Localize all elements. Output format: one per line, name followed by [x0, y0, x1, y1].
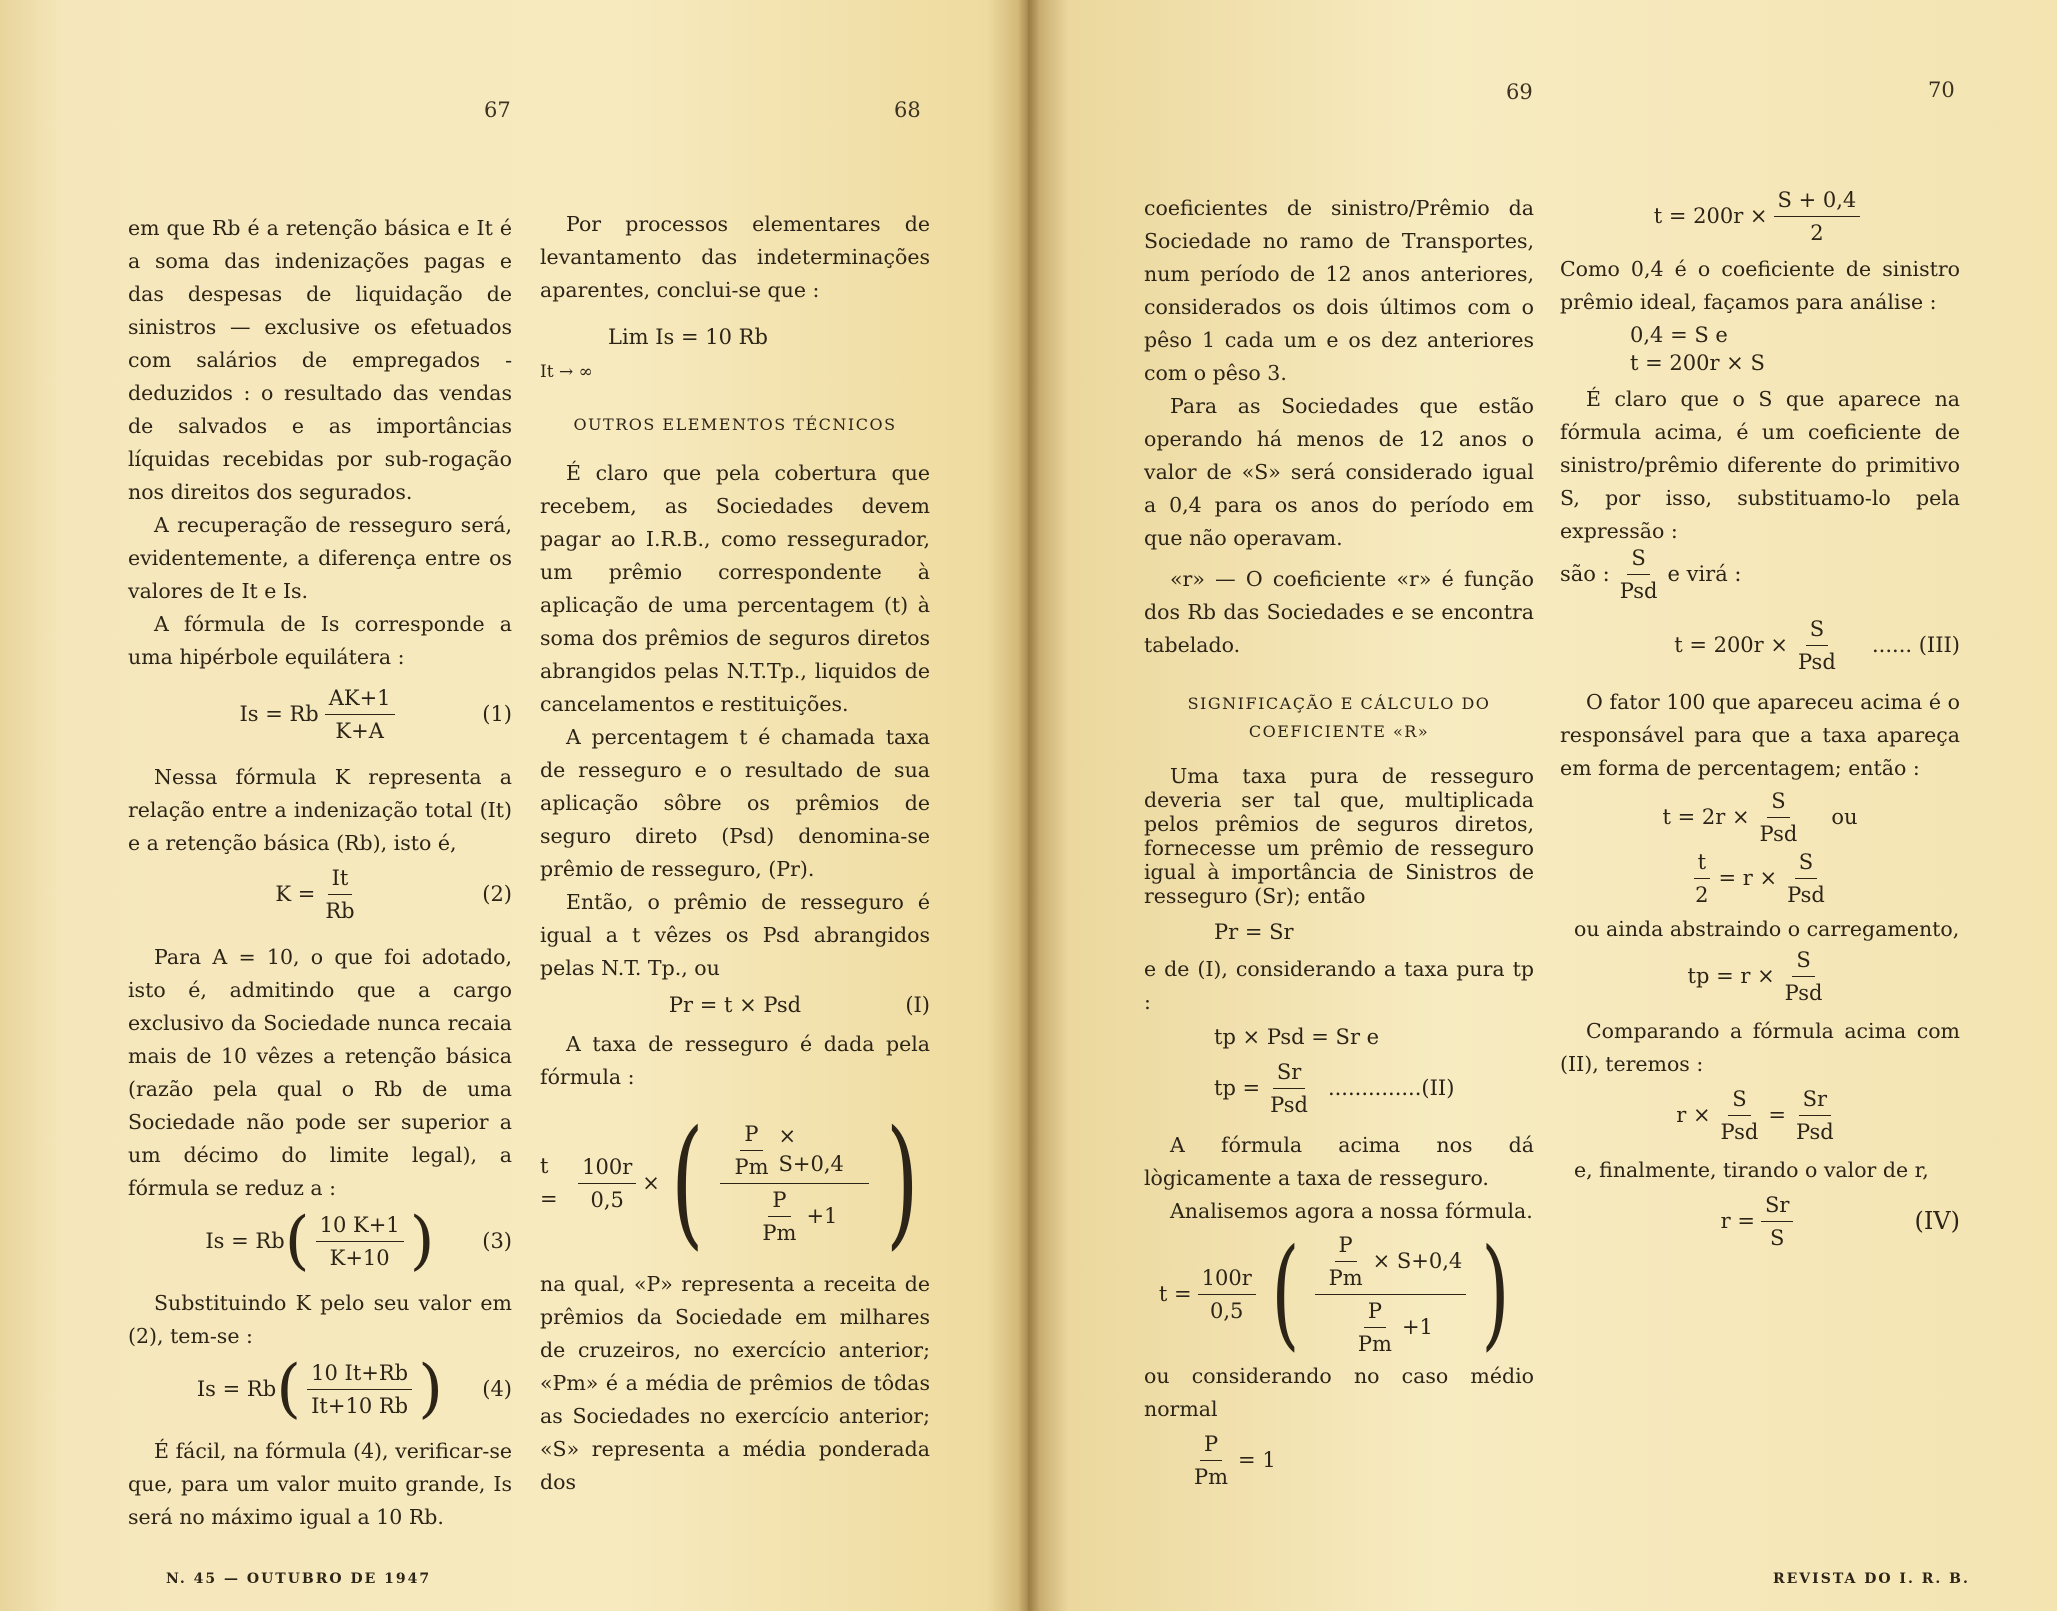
footer-issue: N. 45 — OUTUBRO DE 1947 — [166, 1571, 432, 1587]
fraction — [1717, 1085, 1763, 1146]
right-paren: ) — [1481, 1224, 1510, 1363]
heading-line: COEFICIENTE «R» — [1248, 722, 1430, 741]
fraction — [1198, 1264, 1256, 1325]
formula-r-compare — [1560, 1085, 1960, 1146]
numerator: 10 K+1 — [316, 1211, 404, 1242]
fraction — [1781, 946, 1827, 1007]
formula-expression — [1560, 544, 1960, 605]
fraction — [1794, 615, 1840, 676]
fraction — [1190, 1430, 1232, 1491]
paragraph: e de (I), considerando a taxa pura tp : — [1144, 957, 1534, 1014]
denominator: Rb — [325, 899, 355, 923]
fraction — [1761, 1191, 1793, 1252]
paragraph: Por processos elementares de levantamento das indeterminações aparentes, conclui-se que : — [540, 212, 930, 302]
equation-number: (2) — [482, 882, 512, 906]
paragraph: em que Rb é a retenção básica e It é a soma das indenizações pagas e das despesas de liquidação de sinistros — exclusive os efetuados com salários de empregados - deduzidos : o resultado das vendas de salvados e as importâncias líquidas recebidas por sub-rogação nos direitos dos segurados. — [128, 216, 512, 504]
numerator: AK+1 — [325, 684, 395, 715]
numerator — [1315, 1231, 1467, 1295]
formula-lhs: t = 2r × — [1662, 805, 1750, 829]
right-paren: ) — [886, 1101, 920, 1264]
numerator: P — [1200, 1430, 1222, 1461]
denominator: Pm — [1357, 1331, 1392, 1356]
equation-number: ..............(II) — [1327, 1076, 1455, 1100]
fraction — [1325, 1231, 1367, 1292]
fraction — [1691, 848, 1712, 909]
denominator: Pm — [1328, 1265, 1363, 1290]
right-paren: ) — [409, 1204, 435, 1278]
compound-fraction — [1315, 1231, 1467, 1358]
formula-t2a: 0,4 = S e — [1630, 323, 1728, 347]
numerator: P — [740, 1120, 762, 1151]
numerator: t — [1694, 848, 1710, 879]
denominator: 2 — [1695, 883, 1709, 907]
denominator: Pm — [762, 1220, 797, 1245]
fraction — [316, 1211, 404, 1272]
formula-rate — [1144, 1224, 1534, 1363]
fraction — [730, 1120, 772, 1181]
numerator: Sr — [1761, 1191, 1793, 1222]
paragraph: Comparando a fórmula acima com (II), teremos : — [1560, 1019, 1960, 1076]
denominator-tail: +1 — [806, 1204, 838, 1228]
numerator-tail: × S+0,4 — [778, 1124, 844, 1176]
numerator-tail: × S+0,4 — [1372, 1249, 1463, 1273]
fraction — [578, 1153, 636, 1214]
fraction — [1792, 1085, 1838, 1146]
formula-lhs: t = 200r × — [1674, 633, 1788, 657]
fraction — [1774, 186, 1861, 247]
numerator: P — [768, 1186, 790, 1217]
formula-lhs: são : — [1560, 562, 1610, 586]
denominator: 0,5 — [1209, 1298, 1244, 1323]
formula-rhs: e virá : — [1667, 562, 1742, 586]
fraction — [321, 864, 358, 925]
paragraph: Então, o prêmio de resseguro é igual a t vêzes os Psd abrangidos pelas N.T. Tp., ou — [540, 890, 930, 980]
formula-normal — [1184, 1430, 1534, 1491]
paragraph: A taxa de resseguro é dada pela fórmula : — [540, 1032, 930, 1089]
numerator: 100r — [578, 1153, 636, 1184]
fraction — [758, 1186, 800, 1247]
denominator: Psd — [1787, 883, 1825, 907]
paragraph: Uma taxa pura de resseguro deveria ser tal que, multiplicada pelos prêmios de seguros diretos, fornecesse um prêmio de resseguro igual à importância de Sinistros de resseguro (Sr); então — [1144, 764, 1534, 908]
formula-lhs: r × — [1676, 1103, 1711, 1127]
numerator — [720, 1120, 869, 1184]
numerator: Sr — [1799, 1085, 1831, 1116]
paragraph: Para A = 10, o que foi adotado, isto é, admitindo que a cargo exclusivo da Sociedade nunca recaia mais de 10 vêzes a retenção básica (razão pela qual o Rb de uma Sociedade não pode ser superior a um décimo do limite legal), a fórmula se reduz a : — [128, 945, 512, 1200]
numerator: S + 0,4 — [1774, 186, 1861, 217]
paragraph: ou considerando no caso médio normal — [1144, 1364, 1534, 1421]
paragraph: Nessa fórmula K representa a relação entre a indenização total (It) e a retenção básica (Rb), isto é, — [128, 765, 512, 855]
page-number-70: 70 — [1928, 78, 1955, 102]
column-page-70 — [1560, 186, 1960, 1252]
paragraph: Para as Sociedades que estão operando há menos de 12 anos o valor de «S» será considerado igual a 0,4 para os anos do período em que não operavam. — [1144, 394, 1534, 550]
formula-lhs: r = — [1720, 1209, 1755, 1233]
formula-lhs: t = — [540, 1154, 558, 1211]
left-paren: ( — [276, 1352, 302, 1426]
paragraph: É fácil, na fórmula (4), verificar-se que, para um valor muito grande, Is será no máximo igual a 10 Rb. — [128, 1439, 512, 1529]
denominator — [1344, 1295, 1437, 1358]
page-number-68: 68 — [894, 98, 921, 122]
denominator-tail: +1 — [1401, 1315, 1433, 1339]
paragraph: coeficientes de sinistro/Prêmio da Sociedade no ramo de Transportes, num período de 12 anos anteriores, considerados os dois últimos com o pêso 1 cada um e os dez anteriores com o pêso 3. — [1144, 196, 1534, 385]
limit-subscript: It → ∞ — [540, 362, 593, 382]
paragraph: É claro que o S que aparece na fórmula acima, é um coeficiente de sinistro/prêmio diferente do primitivo S, por isso, substituamo-lo pela expressão : — [1560, 387, 1960, 543]
numerator: S — [1806, 615, 1828, 646]
page-number-69: 69 — [1506, 80, 1533, 104]
denominator: It+10 Rb — [311, 1393, 409, 1418]
heading-line: SIGNIFICAÇÃO E CÁLCULO DO — [1187, 694, 1491, 713]
paragraph: É claro que pela cobertura que recebem, as Sociedades devem pagar ao I.R.B., como ressegurador, um prêmio correspondente à aplicação de uma percentagem (t) à soma dos prêmios de seguros diretos abrangidos pelas N.T.Tp., liquidos de cancelamentos e restituições. — [540, 461, 930, 716]
formula-lhs: K = — [275, 882, 316, 906]
fraction — [1354, 1297, 1396, 1358]
column-page-68 — [540, 208, 930, 1499]
numerator: S — [1728, 1085, 1750, 1116]
formula-lhs: t = — [1158, 1281, 1192, 1306]
left-paren: ( — [284, 1204, 310, 1278]
formula-t-half — [1560, 848, 1960, 909]
paragraph: A percentagem t é chamada taxa de resseguro e o resultado de sua aplicação sôbre os prêmios de seguro direto (Psd) denomina-se prêmio de resseguro, (Pr). — [540, 725, 930, 881]
paragraph: O fator 100 que apareceu acima é o responsável para que a taxa apareça em forma de percentagem; então : — [1560, 690, 1960, 780]
paragraph: Como 0,4 é o coeficiente de sinistro prêmio ideal, façamos para análise : — [1560, 257, 1960, 314]
formula-t1 — [1560, 186, 1960, 247]
formula-I — [540, 989, 930, 1022]
formula-pr: Pr = Sr — [1214, 920, 1294, 944]
formula-lhs: t = 200r × — [1653, 204, 1768, 228]
fraction — [1616, 544, 1662, 605]
book-gutter — [1018, 0, 1040, 1611]
paragraph: «r» — O coeficiente «r» é função dos Rb das Sociedades e se encontra tabelado. — [1144, 567, 1534, 657]
formula-4 — [128, 1352, 512, 1426]
formula-2 — [128, 864, 512, 925]
formula-3 — [128, 1204, 512, 1278]
denominator: K+10 — [329, 1245, 390, 1270]
equation-number: (3) — [482, 1228, 512, 1253]
limit-formula: Lim Is = 10 Rb — [608, 325, 768, 349]
denominator: 0,5 — [590, 1187, 624, 1212]
formula-body: Pr = t × Psd — [668, 993, 802, 1017]
denominator: Psd — [1759, 822, 1798, 846]
left-paren: ( — [1271, 1224, 1300, 1363]
fraction — [1266, 1058, 1312, 1119]
paragraph: e, finalmente, tirando o valor de r, — [1574, 1158, 1929, 1182]
denominator: S — [1769, 1226, 1785, 1250]
denominator — [748, 1184, 841, 1247]
right-paren: ) — [418, 1352, 444, 1426]
formula-lhs: Is = Rb — [196, 1376, 277, 1401]
equation-number: (1) — [482, 702, 512, 726]
formula-tp-r — [1560, 946, 1960, 1007]
column-page-67 — [128, 212, 512, 1534]
fraction — [325, 684, 395, 745]
formula-lhs: Is = Rb — [239, 702, 319, 726]
formula-t2 — [1560, 787, 1960, 848]
fraction — [1756, 787, 1802, 848]
left-paren: ( — [670, 1101, 704, 1264]
formula-lhs: tp = — [1214, 1076, 1261, 1100]
footer-journal: REVISTA DO I. R. B. — [1773, 1571, 1970, 1587]
formula-t2b: t = 200r × S — [1630, 351, 1765, 375]
formula-III — [1560, 615, 1960, 676]
formula-1 — [128, 684, 512, 745]
section-heading: OUTROS ELEMENTOS TÉCNICOS — [573, 415, 897, 434]
denominator: Psd — [1270, 1093, 1308, 1117]
compound-fraction — [720, 1120, 869, 1247]
denominator: K+A — [335, 719, 384, 743]
numerator: S — [1767, 787, 1789, 818]
paragraph: na qual, «P» representa a receita de prêmios da Sociedade em milhares de cruzeiros, no exercício anterior; «Pm» é a média de prêmios de tôdas as Sociedades no exercício anterior; «S» representa a média ponderada dos — [540, 1272, 930, 1494]
denominator: Psd — [1795, 1120, 1834, 1144]
denominator: Psd — [1619, 579, 1658, 603]
equation-number: (IV) — [1914, 1207, 1960, 1235]
section-heading — [1144, 690, 1534, 746]
paragraph: A fórmula acima nos dá lògicamente a taxa de resseguro. — [1144, 1133, 1534, 1190]
formula-rhs: ou — [1831, 805, 1858, 829]
numerator: P — [1364, 1297, 1386, 1328]
numerator: 10 It+Rb — [307, 1359, 412, 1390]
denominator: Pm — [1194, 1465, 1229, 1489]
denominator: Psd — [1720, 1120, 1759, 1144]
formula-II — [1214, 1058, 1534, 1119]
paragraph: ou ainda abstraindo o carregamento, — [1574, 917, 1960, 941]
formula-tp: tp × Psd = Sr e — [1214, 1025, 1380, 1049]
formula-lhs: tp = r × — [1687, 964, 1775, 988]
equals-sign: = — [1768, 1103, 1786, 1127]
equation-number: (I) — [905, 993, 930, 1017]
paragraph: Substituindo K pelo seu valor em (2), tem-se : — [128, 1291, 512, 1348]
times-sign: × — [642, 1170, 660, 1195]
formula-IV — [1560, 1191, 1960, 1252]
denominator: 2 — [1810, 221, 1824, 245]
numerator: S — [1792, 946, 1814, 977]
numerator: S — [1795, 848, 1817, 879]
page-number-67: 67 — [484, 98, 511, 122]
denominator: Psd — [1784, 981, 1823, 1005]
numerator: Sr — [1273, 1058, 1305, 1089]
formula-rhs: = 1 — [1238, 1448, 1276, 1472]
paragraph: A fórmula de Is corresponde a uma hipérbole equilátera : — [128, 612, 512, 669]
denominator: Psd — [1797, 650, 1836, 674]
equation-number: (4) — [482, 1376, 512, 1401]
numerator: It — [328, 864, 353, 895]
fraction — [1783, 848, 1829, 909]
formula-lhs: Is = Rb — [205, 1228, 285, 1253]
numerator: 100r — [1198, 1264, 1256, 1295]
fraction — [307, 1359, 412, 1420]
equation-number: ...... (III) — [1872, 633, 1960, 657]
formula-rate — [540, 1101, 930, 1264]
formula-mid: = r × — [1718, 866, 1778, 890]
numerator: S — [1627, 544, 1649, 575]
denominator: Pm — [734, 1154, 769, 1179]
column-page-69 — [1144, 192, 1534, 1491]
paragraph: Analisemos agora a nossa fórmula. — [1170, 1199, 1533, 1223]
paragraph: A recuperação de resseguro será, evidentemente, a diferença entre os valores de It e Is. — [128, 513, 512, 603]
numerator: P — [1335, 1231, 1357, 1262]
